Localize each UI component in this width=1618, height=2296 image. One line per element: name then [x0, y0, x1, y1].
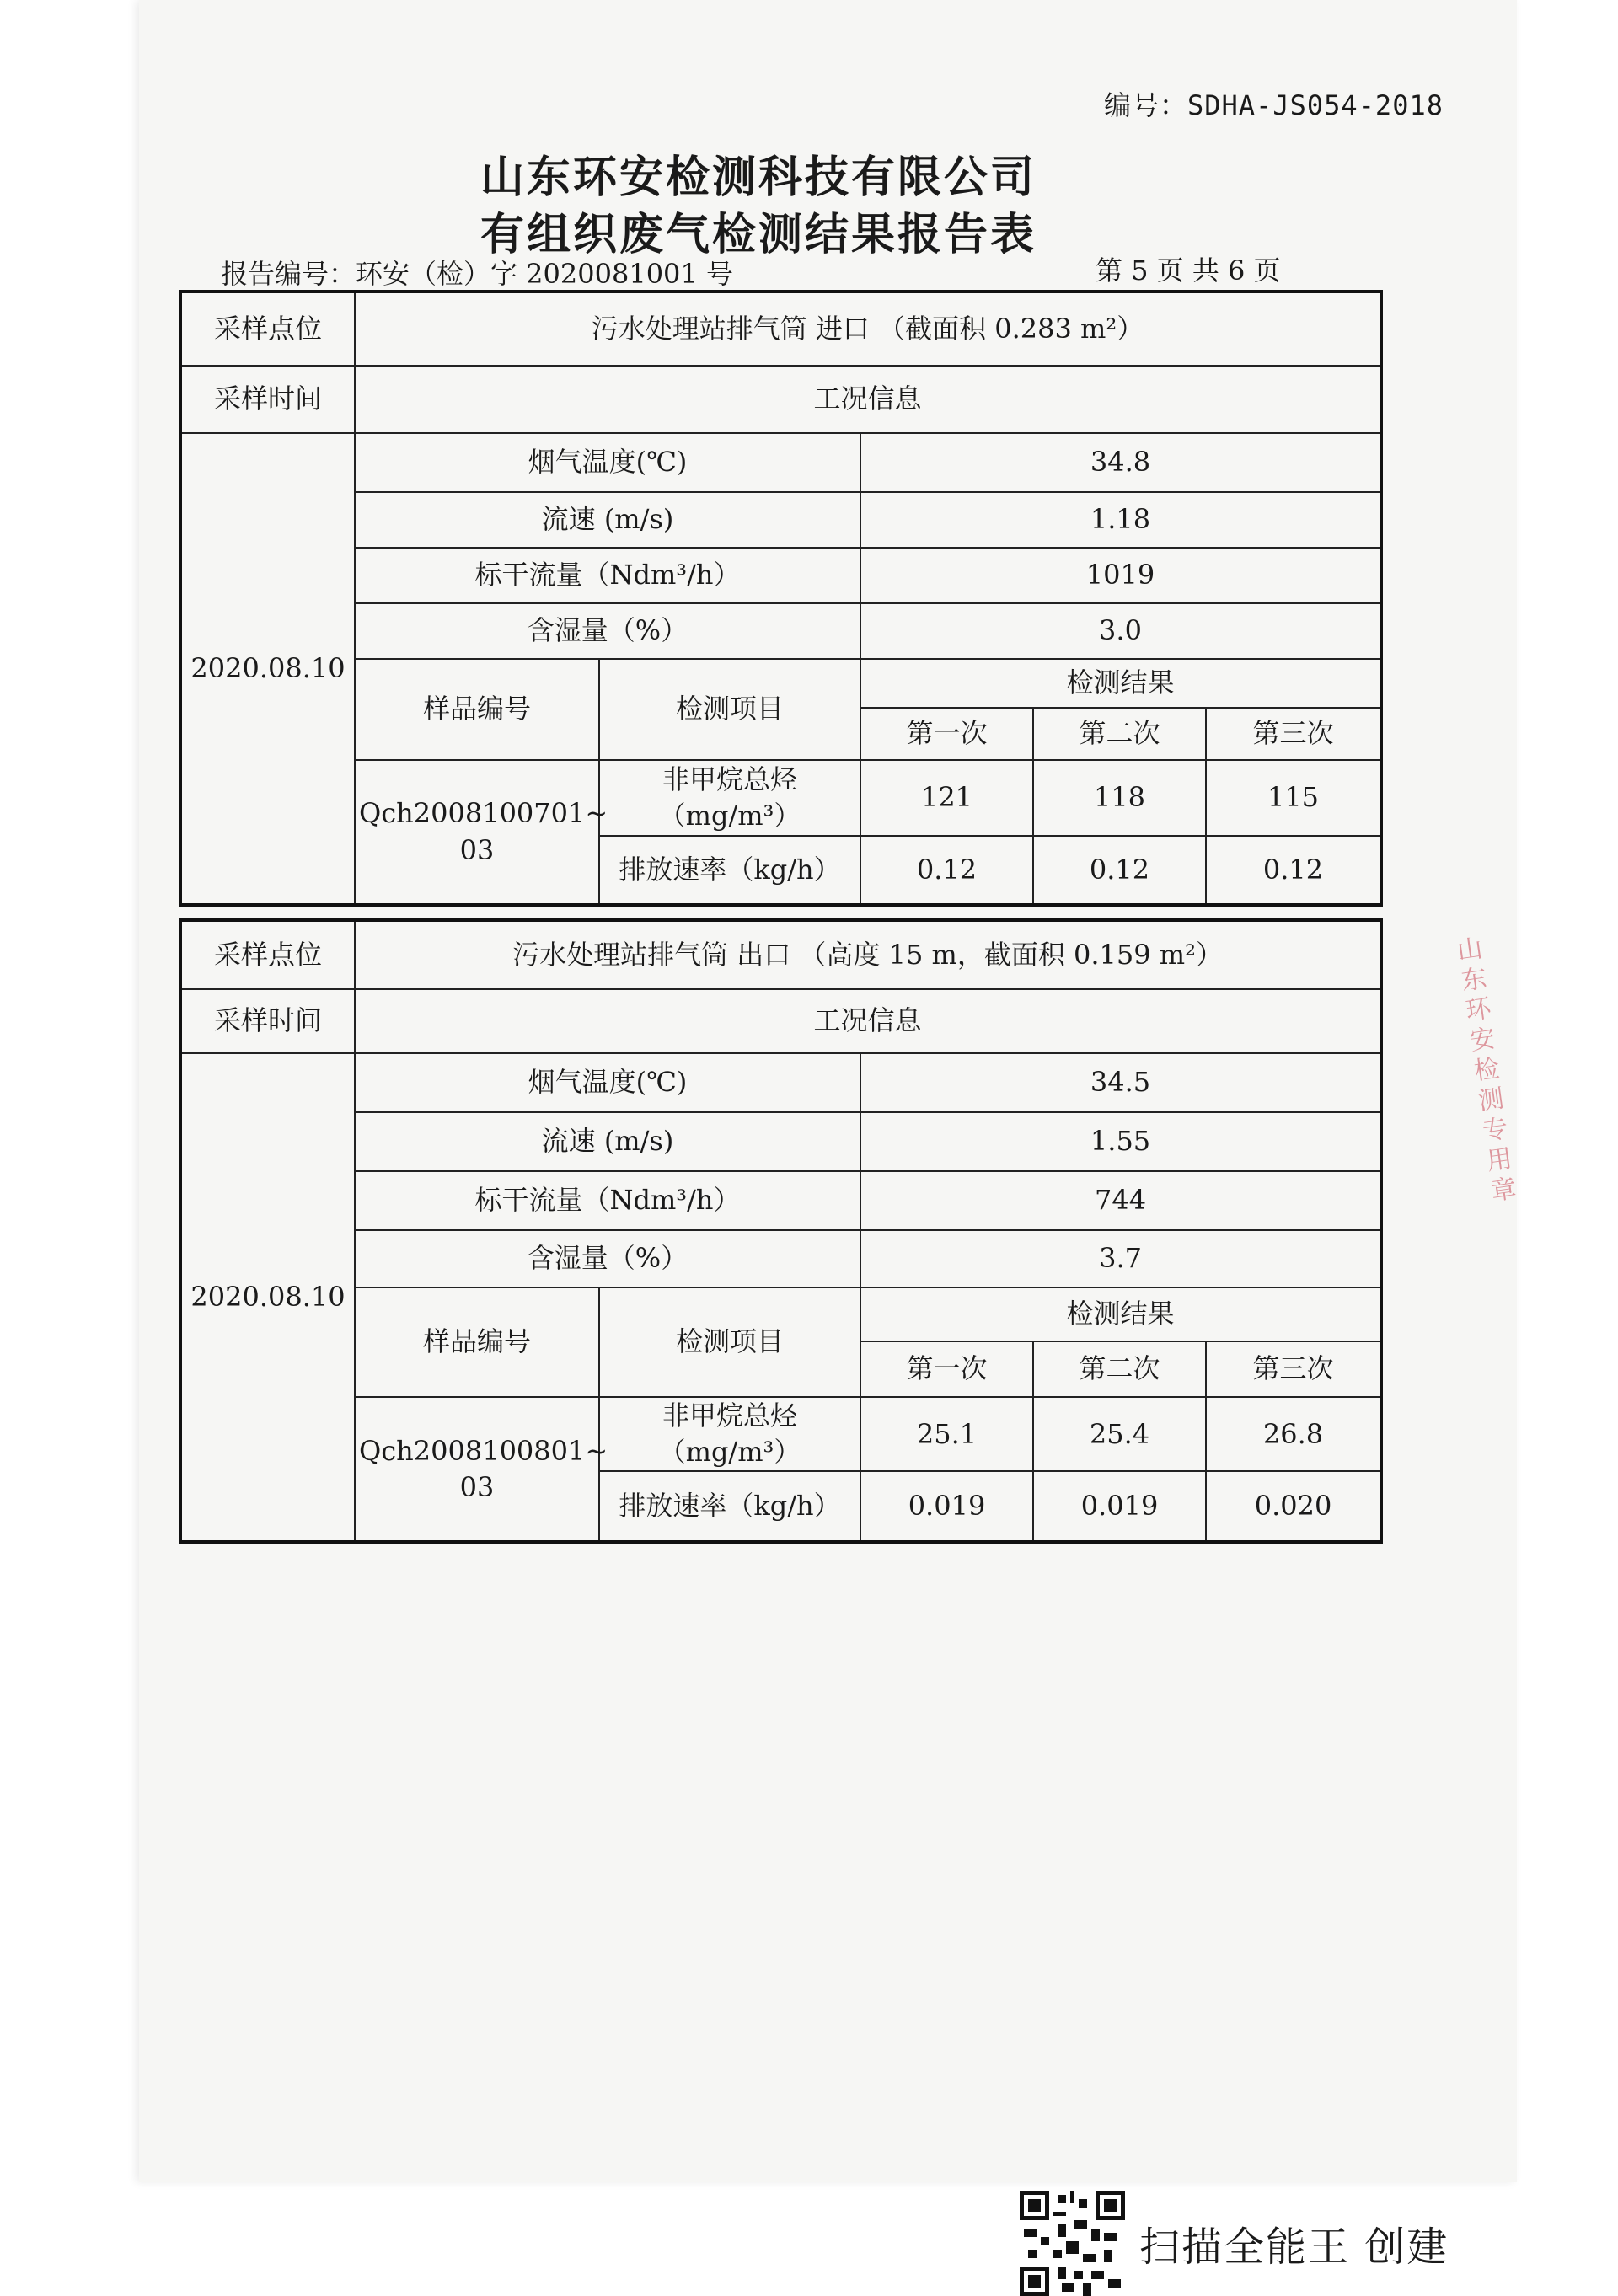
- first-run-header: 第一次: [860, 1341, 1033, 1397]
- second-run-header: 第二次: [1033, 1341, 1206, 1397]
- sample-no-label: 样品编号: [355, 659, 599, 760]
- inlet-results-table: [179, 290, 1383, 907]
- third-run-header: 第三次: [1206, 708, 1381, 760]
- moisture-label: 含湿量（%）: [355, 603, 860, 659]
- document-code: 编号：SDHA-JS054-2018: [1104, 89, 1444, 121]
- velocity-value: 1.55: [860, 1112, 1381, 1171]
- nmhc-run-2: 118: [1033, 760, 1206, 836]
- sampling-point-value: 污水处理站排气筒 进口 （截面积 0.283 m²）: [355, 292, 1381, 366]
- work-info-header: 工况信息: [355, 366, 1381, 433]
- std-flow-value: 1019: [860, 548, 1381, 603]
- sampling-time-label: 采样时间: [180, 366, 355, 433]
- emission-rate-run-3: 0.12: [1206, 836, 1381, 905]
- sampling-time-label: 采样时间: [180, 989, 355, 1053]
- test-item-label: 检测项目: [599, 659, 860, 760]
- page-info: 第 5 页 共 6 页: [1096, 254, 1281, 286]
- scanner-watermark: 扫描全能王 创建: [1139, 2224, 1449, 2271]
- std-flow-value: 744: [860, 1171, 1381, 1230]
- nmhc-label: 非甲烷总烃（mg/m³）: [599, 1397, 860, 1471]
- nmhc-run-3: 115: [1206, 760, 1381, 836]
- gas-temp-label: 烟气温度(℃): [355, 1053, 860, 1112]
- std-flow-label: 标干流量（Ndm³/h）: [355, 1171, 860, 1230]
- emission-rate-label: 排放速率（kg/h）: [599, 836, 860, 905]
- nmhc-run-1: 25.1: [860, 1397, 1033, 1471]
- test-item-label: 检测项目: [599, 1287, 860, 1397]
- gas-temp-label: 烟气温度(℃): [355, 433, 860, 492]
- velocity-label: 流速 (m/s): [355, 1112, 860, 1171]
- emission-rate-run-1: 0.019: [860, 1471, 1033, 1542]
- emission-rate-run-2: 0.019: [1033, 1471, 1206, 1542]
- emission-rate-run-3: 0.020: [1206, 1471, 1381, 1542]
- nmhc-run-1: 121: [860, 760, 1033, 836]
- sampling-date: 2020.08.10: [180, 433, 355, 905]
- work-info-header: 工况信息: [355, 989, 1381, 1053]
- results-header: 检测结果: [860, 1287, 1381, 1341]
- sample-no-value: Qch2008100701~ 03: [355, 760, 599, 905]
- second-run-header: 第二次: [1033, 708, 1206, 760]
- first-run-header: 第一次: [860, 708, 1033, 760]
- sampling-date: 2020.08.10: [180, 1053, 355, 1542]
- velocity-value: 1.18: [860, 492, 1381, 548]
- qr-code-icon: [1020, 2191, 1125, 2296]
- results-header: 检测结果: [860, 659, 1381, 708]
- sample-no-value: Qch2008100801~ 03: [355, 1397, 599, 1542]
- sampling-point-label: 采样点位: [180, 292, 355, 366]
- company-name: 山东环安检测科技有限公司: [480, 153, 1037, 203]
- sampling-point-value: 污水处理站排气筒 出口 （高度 15 m，截面积 0.159 m²）: [355, 920, 1381, 989]
- std-flow-label: 标干流量（Ndm³/h）: [355, 548, 860, 603]
- emission-rate-run-1: 0.12: [860, 836, 1033, 905]
- emission-rate-run-2: 0.12: [1033, 836, 1206, 905]
- nmhc-run-3: 26.8: [1206, 1397, 1381, 1471]
- moisture-value: 3.0: [860, 603, 1381, 659]
- nmhc-run-2: 25.4: [1033, 1397, 1206, 1471]
- moisture-label: 含湿量（%）: [355, 1230, 860, 1287]
- third-run-header: 第三次: [1206, 1341, 1381, 1397]
- velocity-label: 流速 (m/s): [355, 492, 860, 548]
- gas-temp-value: 34.5: [860, 1053, 1381, 1112]
- nmhc-label: 非甲烷总烃（mg/m³）: [599, 760, 860, 836]
- moisture-value: 3.7: [860, 1230, 1381, 1287]
- outlet-results-table: [179, 918, 1383, 1544]
- report-number: 报告编号：环安（检）字 2020081001 号: [221, 258, 733, 290]
- gas-temp-value: 34.8: [860, 433, 1381, 492]
- emission-rate-label: 排放速率（kg/h）: [599, 1471, 860, 1542]
- sampling-point-label: 采样点位: [180, 920, 355, 989]
- report-title: 有组织废气检测结果报告表: [480, 210, 1037, 260]
- red-seal-stamp: 山东环安检测专用章: [1450, 934, 1518, 1209]
- sample-no-label: 样品编号: [355, 1287, 599, 1397]
